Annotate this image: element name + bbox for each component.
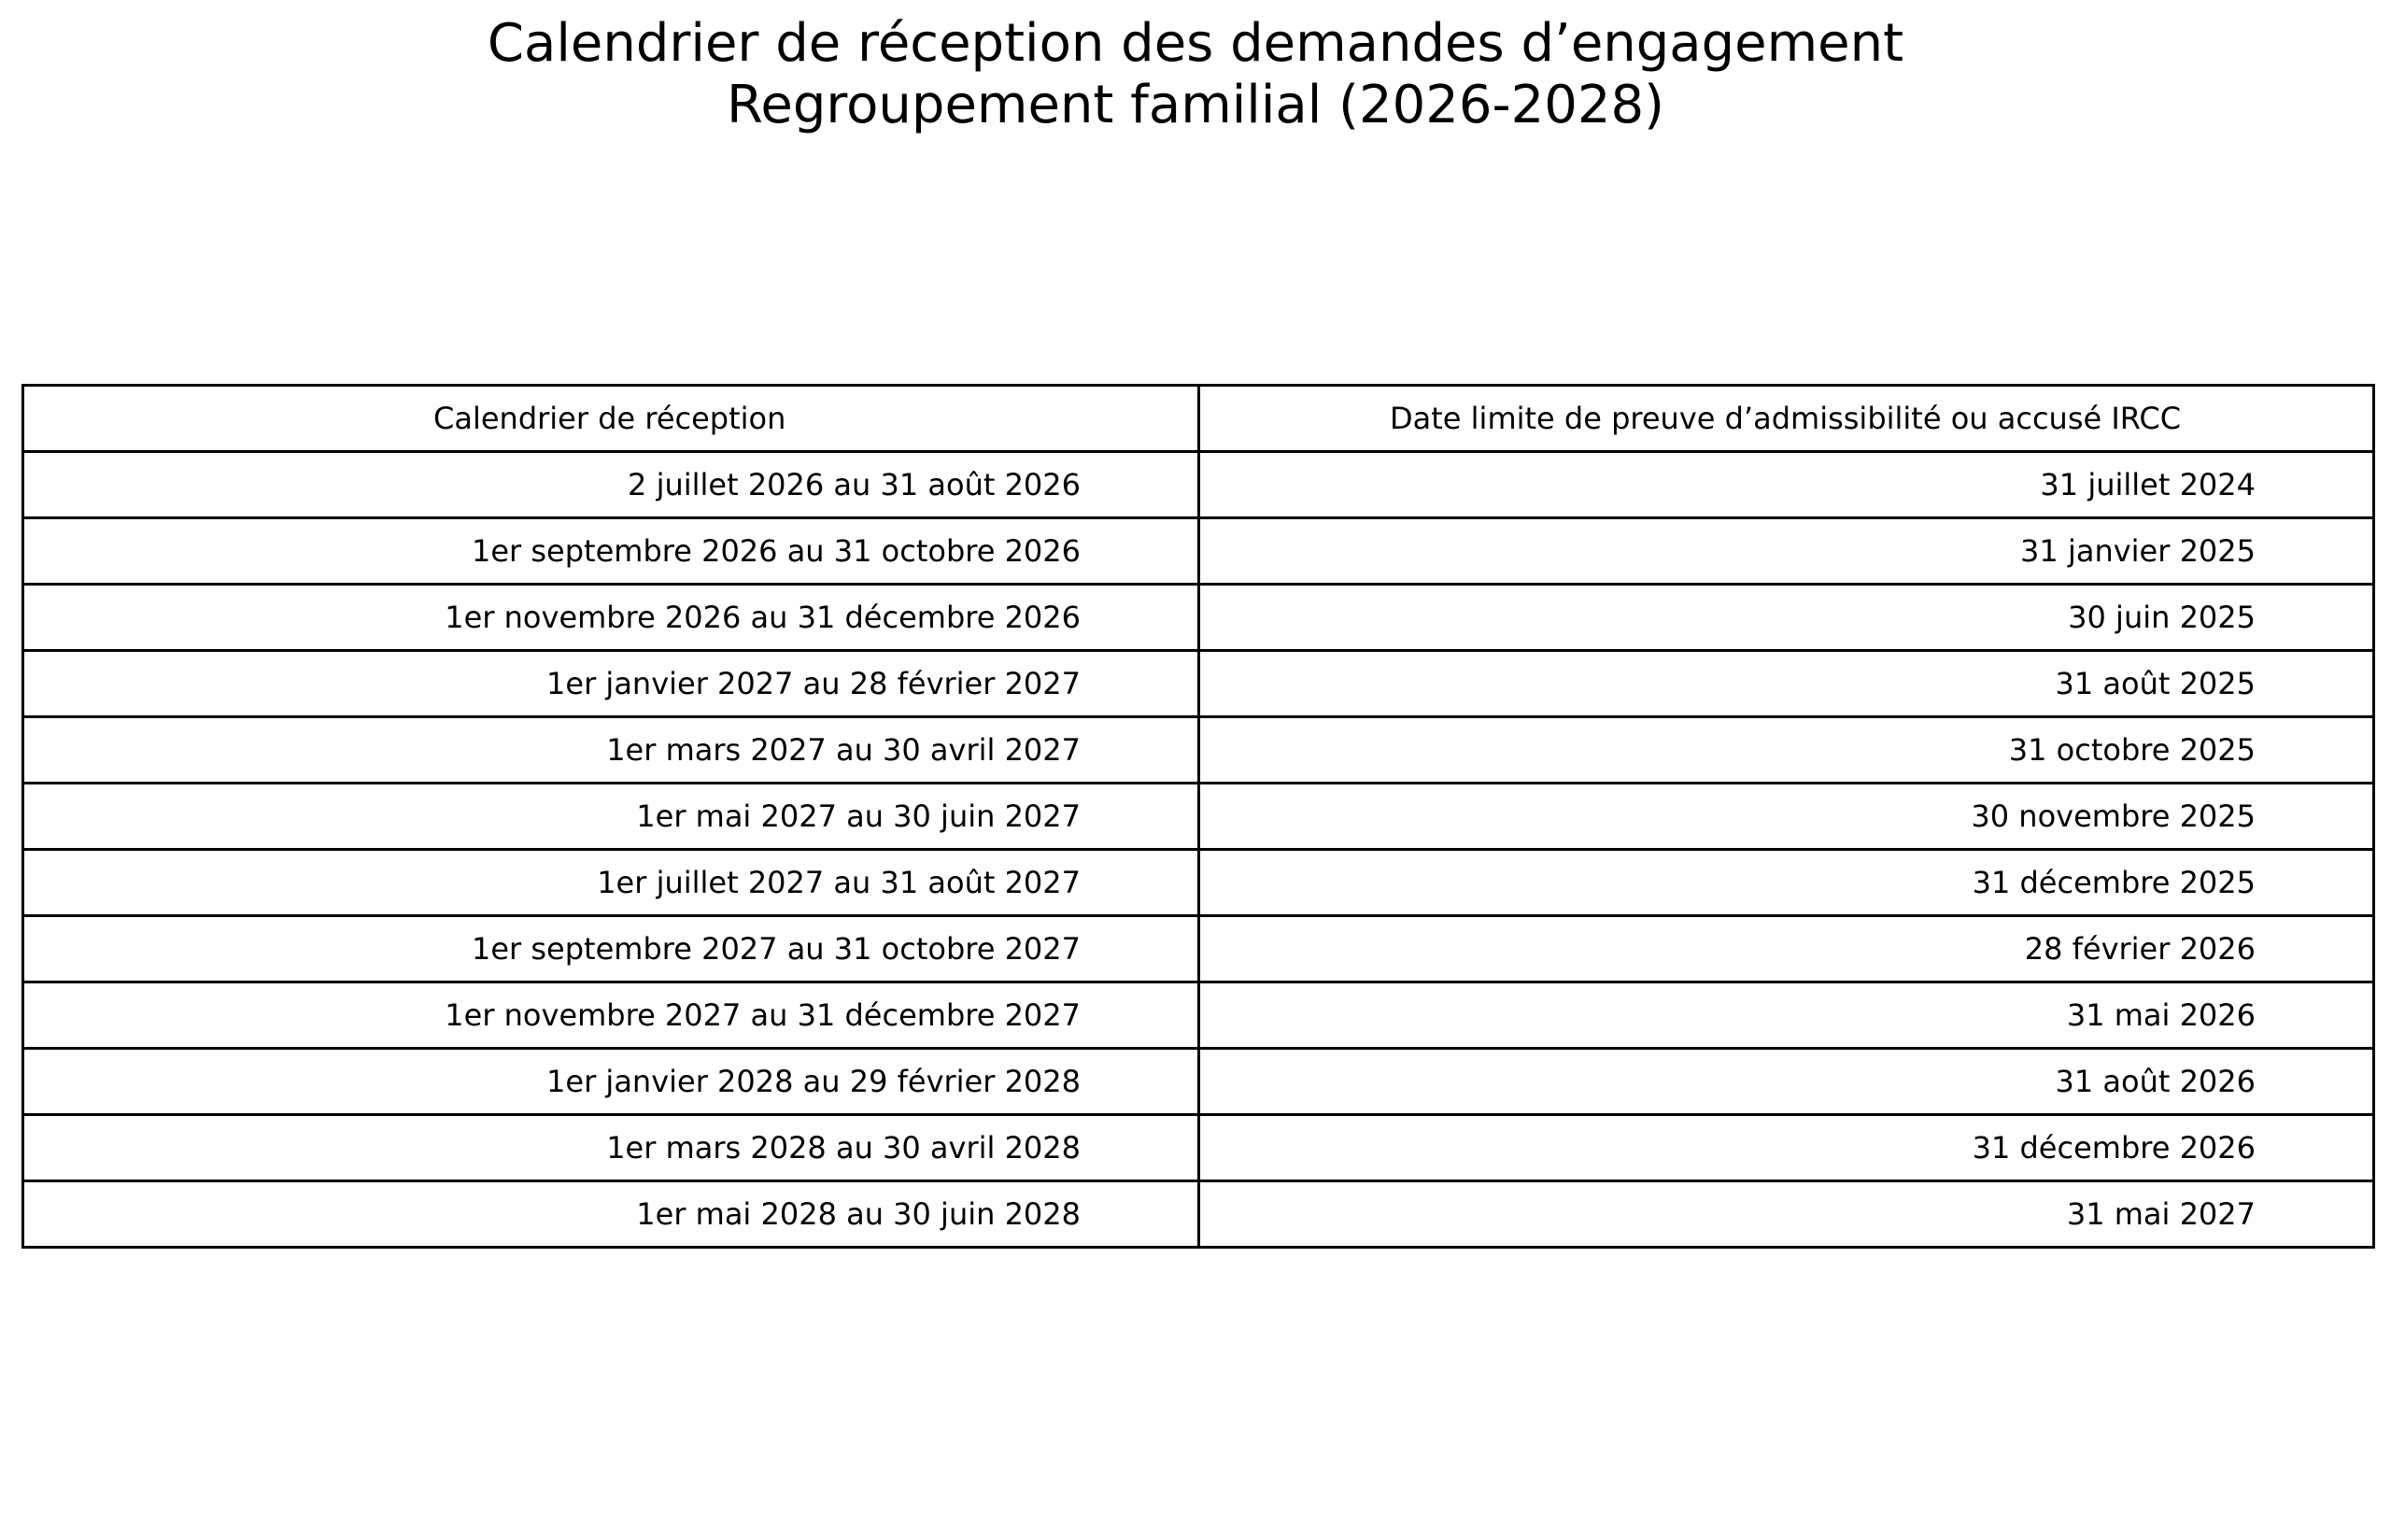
cell-reception-period: 1er juillet 2027 au 31 août 2027 — [23, 850, 1199, 916]
cell-deadline-date: 31 juillet 2024 — [1199, 452, 2374, 518]
table-body — [23, 452, 2374, 1248]
column-header-reception: Calendrier de réception — [23, 386, 1199, 452]
cell-reception-period: 2 juillet 2026 au 31 août 2026 — [23, 452, 1199, 518]
table-row — [23, 784, 2374, 850]
cell-reception-period: 1er mai 2027 au 30 juin 2027 — [23, 784, 1199, 850]
schedule-table — [21, 384, 2375, 1249]
table-row — [23, 518, 2374, 585]
table-row — [23, 850, 2374, 916]
table-header-row — [23, 386, 2374, 452]
cell-deadline-date: 30 juin 2025 — [1199, 585, 2374, 651]
table-row — [23, 1181, 2374, 1248]
chart-title: Calendrier de réception des demandes d’engagement — [487, 13, 1904, 74]
column-header-deadline: Date limite de preuve d’admissibilité ou accusé IRCC — [1199, 386, 2374, 452]
cell-reception-period: 1er mars 2027 au 30 avril 2027 — [23, 717, 1199, 784]
cell-reception-period: 1er janvier 2027 au 28 février 2027 — [23, 651, 1199, 717]
chart-subtitle: Regroupement familial (2026-2028) — [726, 75, 1665, 135]
table-row — [23, 717, 2374, 784]
cell-reception-period: 1er novembre 2027 au 31 décembre 2027 — [23, 982, 1199, 1049]
cell-deadline-date: 31 octobre 2025 — [1199, 717, 2374, 784]
cell-deadline-date: 28 février 2026 — [1199, 916, 2374, 982]
table-row — [23, 982, 2374, 1049]
table-row — [23, 452, 2374, 518]
table-row — [23, 916, 2374, 982]
cell-reception-period: 1er mars 2028 au 30 avril 2028 — [23, 1115, 1199, 1181]
cell-deadline-date: 31 août 2026 — [1199, 1049, 2374, 1115]
chart-title-block — [0, 13, 2391, 136]
cell-deadline-date: 31 décembre 2026 — [1199, 1115, 2374, 1181]
cell-deadline-date: 31 août 2025 — [1199, 651, 2374, 717]
cell-deadline-date: 31 mai 2026 — [1199, 982, 2374, 1049]
cell-deadline-date: 30 novembre 2025 — [1199, 784, 2374, 850]
cell-reception-period: 1er septembre 2026 au 31 octobre 2026 — [23, 518, 1199, 585]
cell-reception-period: 1er janvier 2028 au 29 février 2028 — [23, 1049, 1199, 1115]
cell-deadline-date: 31 janvier 2025 — [1199, 518, 2374, 585]
cell-reception-period: 1er novembre 2026 au 31 décembre 2026 — [23, 585, 1199, 651]
table-row — [23, 1049, 2374, 1115]
cell-reception-period: 1er septembre 2027 au 31 octobre 2027 — [23, 916, 1199, 982]
cell-deadline-date: 31 mai 2027 — [1199, 1181, 2374, 1248]
cell-reception-period: 1er mai 2028 au 30 juin 2028 — [23, 1181, 1199, 1248]
table-row — [23, 585, 2374, 651]
cell-deadline-date: 31 décembre 2025 — [1199, 850, 2374, 916]
table-row — [23, 1115, 2374, 1181]
table-row — [23, 651, 2374, 717]
